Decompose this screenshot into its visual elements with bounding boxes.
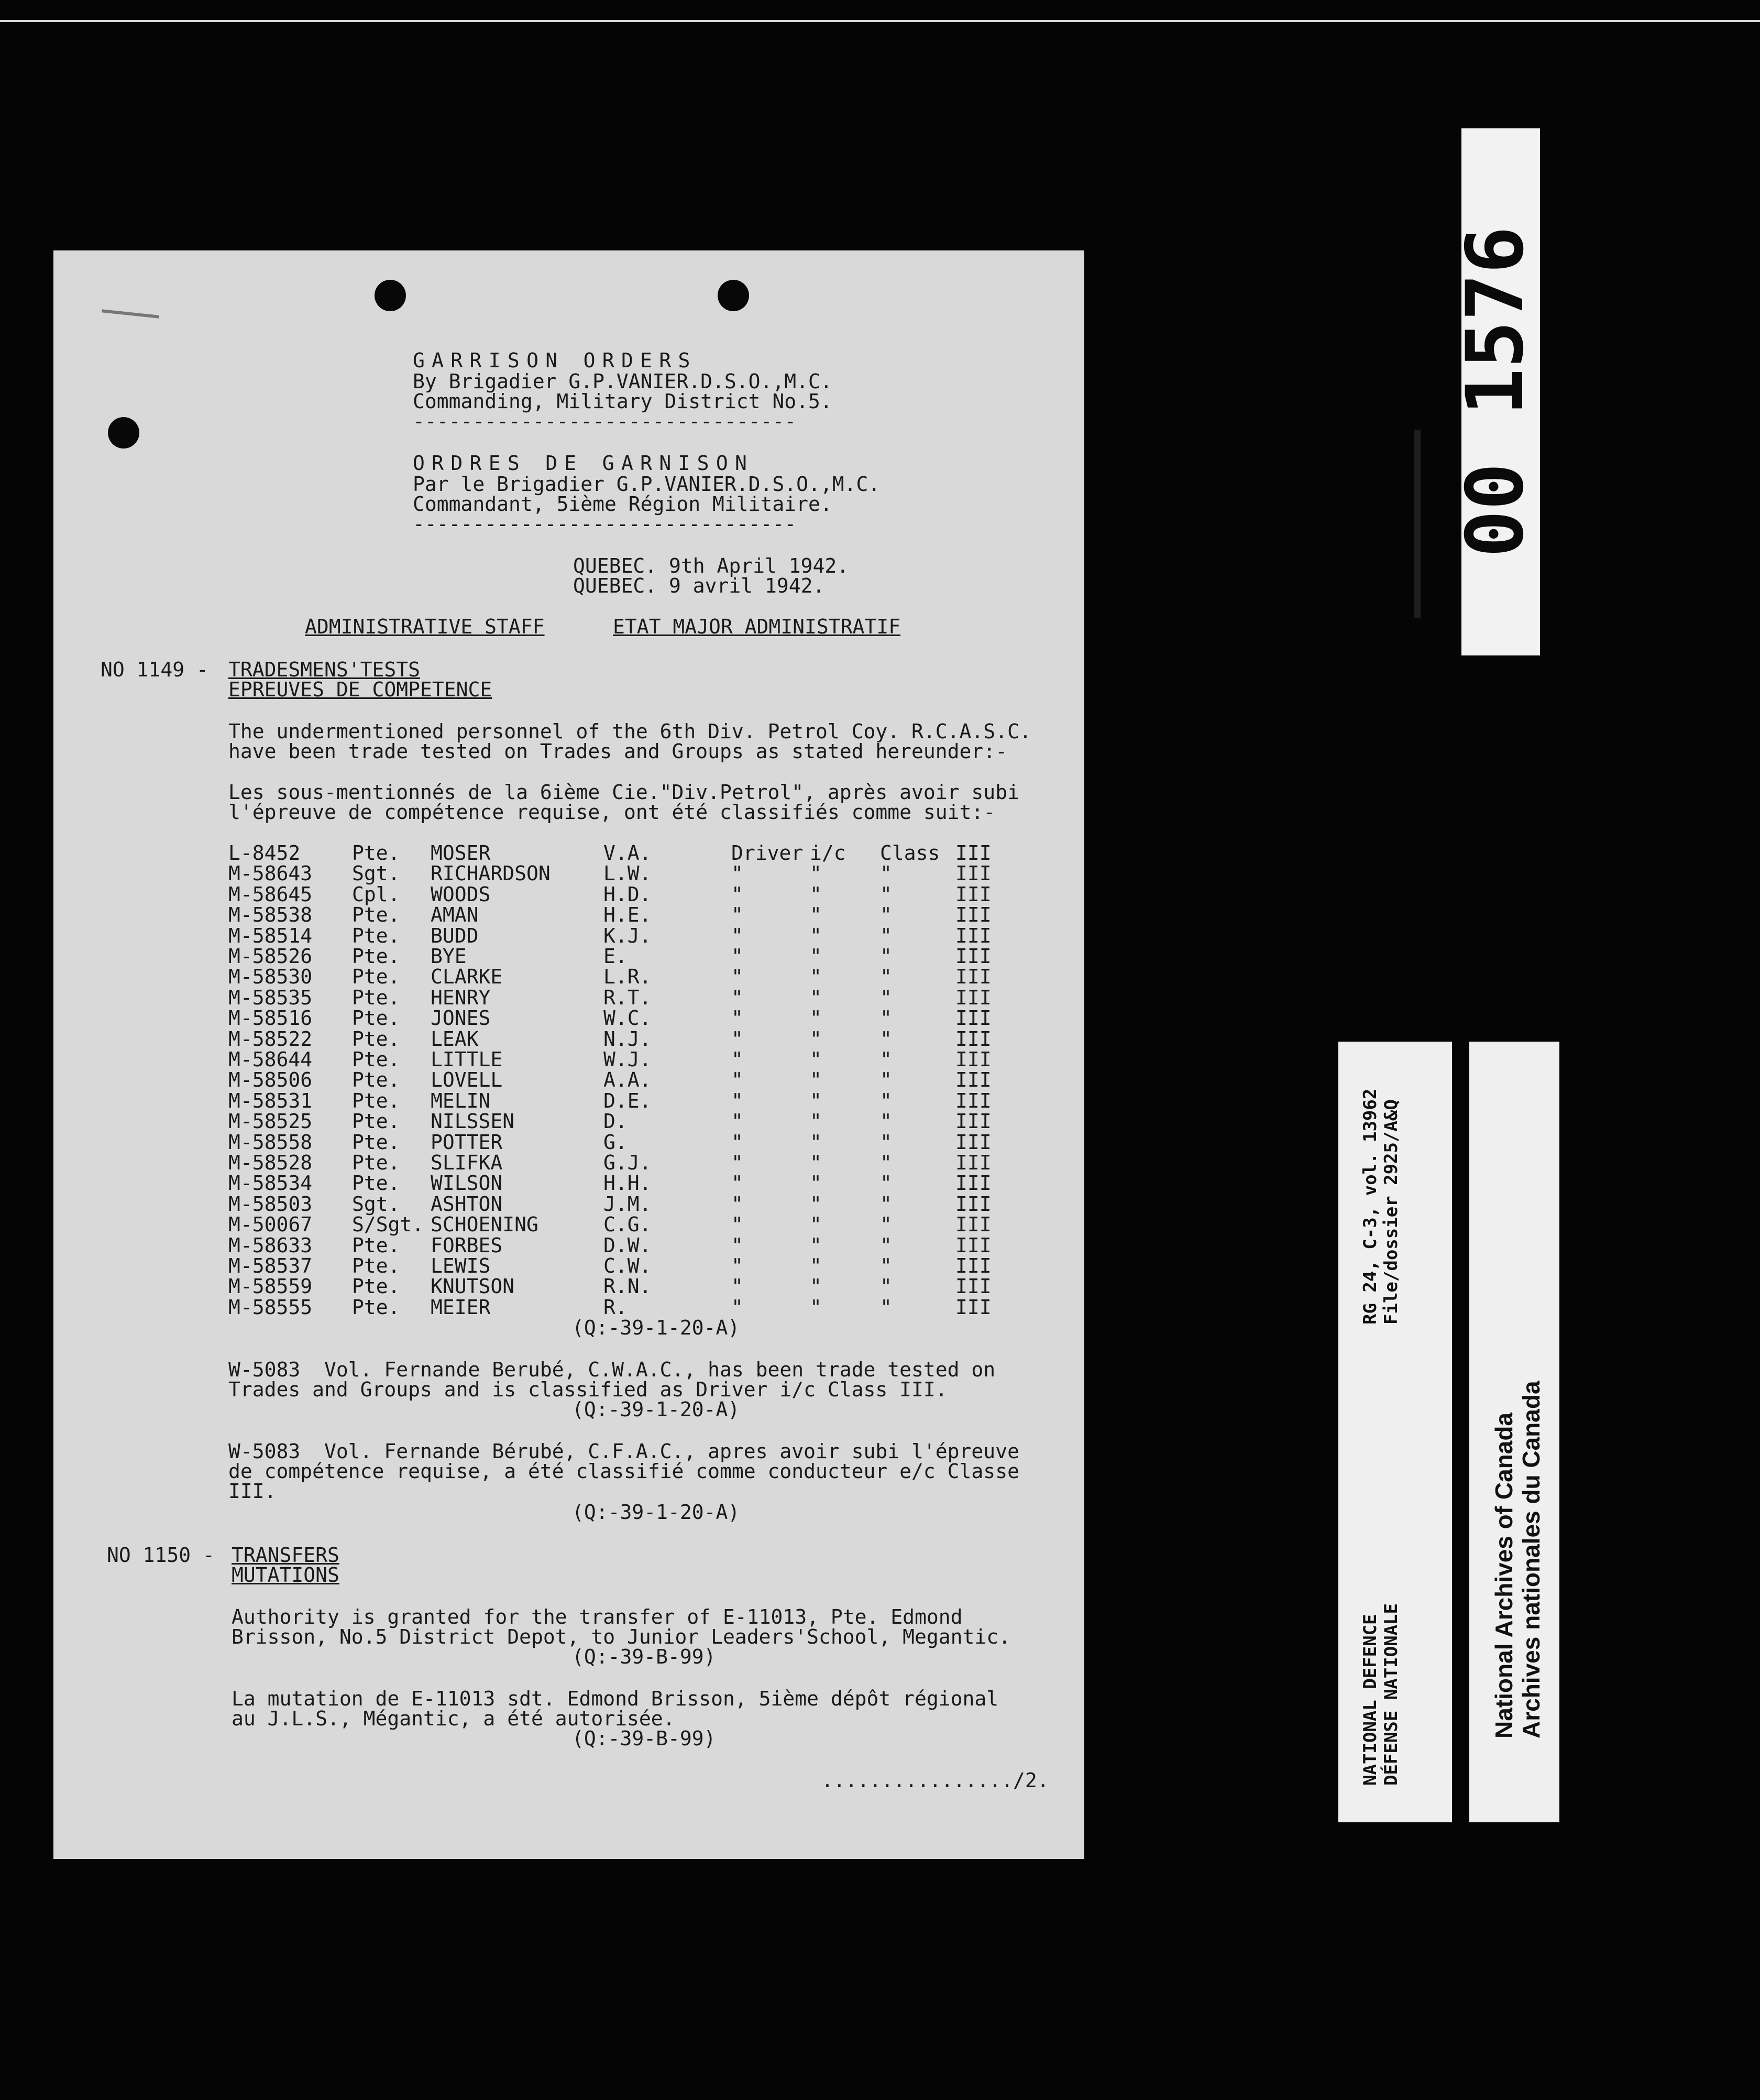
personnel-surname: WILSON bbox=[431, 1172, 503, 1195]
trade-grade: III bbox=[955, 882, 992, 906]
personnel-id: M-50067 bbox=[228, 1213, 313, 1237]
trade-driver: " bbox=[731, 1254, 743, 1277]
personnel-initials: H.H. bbox=[603, 1172, 652, 1195]
trade-class: " bbox=[880, 1172, 892, 1195]
personnel-initials: R. bbox=[603, 1295, 628, 1319]
trade-class: " bbox=[880, 924, 892, 947]
trade-ic: " bbox=[810, 1068, 822, 1092]
intro-en-line: have been trade tested on Trades and Groups as stated hereunder:- bbox=[228, 740, 1008, 763]
trade-grade: III bbox=[955, 1275, 992, 1298]
intro-en-line: The undermentioned personnel of the 6th Div. Petrol Coy. R.C.A.S.C. bbox=[228, 720, 1031, 743]
archive-name-fr: Archives nationales du Canada bbox=[1517, 1381, 1545, 1738]
trade-driver: " bbox=[731, 1110, 743, 1133]
reference-line: RG 24, C-3, vol. 13962 bbox=[1360, 1088, 1381, 1325]
trade-class: " bbox=[880, 1007, 892, 1030]
frame-number bbox=[1450, 128, 1542, 655]
personnel-row bbox=[228, 1090, 1046, 1111]
garrison-orders-page bbox=[53, 250, 1084, 1859]
trade-class: " bbox=[880, 1233, 892, 1257]
personnel-surname: NILSSEN bbox=[431, 1110, 515, 1133]
header-by-fr: Par le Brigadier G.P.VANIER.D.S.O.,M.C. bbox=[413, 473, 881, 496]
trade-driver: " bbox=[731, 986, 743, 1009]
personnel-row bbox=[228, 987, 1046, 1008]
personnel-id: M-58514 bbox=[228, 924, 313, 947]
trade-driver: " bbox=[731, 1192, 743, 1216]
personnel-surname: BYE bbox=[431, 945, 467, 968]
personnel-surname: JONES bbox=[431, 1007, 491, 1030]
order-number: NO 1149 - bbox=[101, 658, 208, 681]
header-command-fr: Commandant, 5ième Région Militaire. bbox=[413, 493, 832, 516]
trade-class: " bbox=[880, 1089, 892, 1112]
personnel-id: M-58525 bbox=[228, 1110, 313, 1133]
trade-grade: III bbox=[955, 1192, 992, 1216]
trade-class: " bbox=[880, 1275, 892, 1298]
trade-class: " bbox=[880, 1192, 892, 1216]
svg-text:00 1576: 00 1576 bbox=[1450, 226, 1542, 558]
personnel-id: L-8452 bbox=[228, 841, 301, 865]
trade-driver: " bbox=[731, 862, 743, 885]
personnel-id: M-58526 bbox=[228, 945, 313, 968]
trade-ic: " bbox=[810, 1110, 822, 1133]
trade-ic: " bbox=[810, 903, 822, 927]
personnel-surname: LEWIS bbox=[431, 1254, 491, 1277]
personnel-surname: POTTER bbox=[431, 1130, 503, 1154]
header-by-en: By Brigadier G.P.VANIER.D.S.O.,M.C. bbox=[413, 370, 832, 393]
personnel-id: M-58537 bbox=[228, 1254, 313, 1277]
personnel-initials: A.A. bbox=[603, 1068, 652, 1092]
intro-fr-line: Les sous-mentionnés de la 6ième Cie."Div.Petrol", après avoir subi bbox=[228, 781, 1019, 804]
trade-grade: III bbox=[955, 841, 992, 865]
trade-grade: III bbox=[955, 1068, 992, 1092]
trade-driver: " bbox=[731, 1151, 743, 1174]
personnel-id: M-58559 bbox=[228, 1275, 313, 1298]
trade-ic: " bbox=[810, 1192, 822, 1216]
department-line: NATIONAL DEFENCE bbox=[1360, 1614, 1381, 1786]
personnel-id: M-58522 bbox=[228, 1027, 313, 1051]
trade-ic: " bbox=[810, 1295, 822, 1319]
trade-ic: " bbox=[810, 986, 822, 1009]
trade-class: " bbox=[880, 1110, 892, 1133]
personnel-id: M-58555 bbox=[228, 1295, 313, 1319]
trade-grade: III bbox=[955, 1172, 992, 1195]
file-reference: (Q:-39-1-20-A) bbox=[572, 1316, 740, 1339]
personnel-initials: E. bbox=[603, 945, 628, 968]
trade-class: " bbox=[880, 1048, 892, 1071]
berube-fr-line: III. bbox=[228, 1480, 277, 1503]
personnel-id: M-58644 bbox=[228, 1048, 313, 1071]
trade-ic: " bbox=[810, 924, 822, 947]
personnel-rank: S/Sgt. bbox=[352, 1213, 424, 1237]
trade-ic: " bbox=[810, 882, 822, 906]
trade-class: " bbox=[880, 1130, 892, 1154]
personnel-initials: D. bbox=[603, 1110, 628, 1133]
berube-fr-line: de compétence requise, a été classifié comme conducteur e/c Classe bbox=[228, 1460, 1019, 1483]
personnel-rank: Pte. bbox=[352, 945, 400, 968]
personnel-initials: W.J. bbox=[603, 1048, 652, 1071]
archive-name-en: National Archives of Canada bbox=[1490, 1412, 1517, 1738]
personnel-surname: SLIFKA bbox=[431, 1151, 503, 1174]
berube-en-line: W-5083 Vol. Fernande Berubé, C.W.A.C., has been trade tested on bbox=[228, 1358, 996, 1381]
trade-ic: " bbox=[810, 1233, 822, 1257]
continued-marker: ................/2. bbox=[821, 1769, 1049, 1792]
personnel-surname: MEIER bbox=[431, 1295, 491, 1319]
department-line: DÉFENSE NATIONALE bbox=[1381, 1603, 1402, 1786]
personnel-surname: ASHTON bbox=[431, 1192, 503, 1216]
trade-ic: " bbox=[810, 1007, 822, 1030]
trade-driver: " bbox=[731, 1089, 743, 1112]
personnel-initials: N.J. bbox=[603, 1027, 652, 1051]
personnel-initials: L.R. bbox=[603, 965, 652, 989]
file-reference: (Q:-39-1-20-A) bbox=[572, 1501, 740, 1524]
personnel-row bbox=[228, 1214, 1046, 1235]
trade-class: " bbox=[880, 1295, 892, 1319]
personnel-surname: LITTLE bbox=[431, 1048, 503, 1071]
archive-name-card bbox=[1469, 1042, 1559, 1822]
order-title-en: TRADESMENS'TESTS bbox=[228, 658, 421, 681]
punch-hole bbox=[718, 280, 749, 311]
personnel-rank: Pte. bbox=[352, 965, 400, 989]
personnel-rank: Sgt. bbox=[352, 1192, 400, 1216]
personnel-surname: MELIN bbox=[431, 1089, 491, 1112]
personnel-rank: Pte. bbox=[352, 1089, 400, 1112]
personnel-rank: Pte. bbox=[352, 841, 400, 865]
trade-grade: III bbox=[955, 986, 992, 1009]
personnel-rank: Pte. bbox=[352, 1233, 400, 1257]
personnel-initials: D.W. bbox=[603, 1233, 652, 1257]
trade-class: " bbox=[880, 965, 892, 989]
personnel-row bbox=[228, 843, 1046, 863]
personnel-row bbox=[228, 966, 1046, 987]
trade-ic: " bbox=[810, 1048, 822, 1071]
personnel-initials: G. bbox=[603, 1130, 628, 1154]
personnel-initials: H.E. bbox=[603, 903, 652, 927]
trade-ic: " bbox=[810, 965, 822, 989]
personnel-id: M-58558 bbox=[228, 1130, 313, 1154]
trade-driver: " bbox=[731, 1295, 743, 1319]
trade-class: " bbox=[880, 1213, 892, 1237]
dept-fr: ETAT MAJOR ADMINISTRATIF bbox=[613, 615, 901, 638]
personnel-initials: W.C. bbox=[603, 1007, 652, 1030]
trade-driver: " bbox=[731, 1130, 743, 1154]
trade-class: Class bbox=[880, 841, 940, 865]
trade-grade: III bbox=[955, 1233, 992, 1257]
personnel-initials: V.A. bbox=[603, 841, 652, 865]
personnel-row bbox=[228, 1235, 1046, 1256]
file-reference: (Q:-39-B-99) bbox=[572, 1645, 716, 1668]
personnel-row bbox=[228, 1297, 1046, 1318]
order-title-fr: MUTATIONS bbox=[232, 1563, 339, 1587]
trade-ic: i/c bbox=[810, 841, 846, 865]
frame-number-strip bbox=[1450, 128, 1542, 655]
personnel-id: M-58530 bbox=[228, 965, 313, 989]
personnel-initials: G.J. bbox=[603, 1151, 652, 1174]
punch-hole bbox=[108, 417, 139, 449]
trade-grade: III bbox=[955, 862, 992, 885]
personnel-rank: Pte. bbox=[352, 903, 400, 927]
personnel-row bbox=[228, 863, 1046, 884]
trade-grade: III bbox=[955, 1130, 992, 1154]
trade-driver: " bbox=[731, 1027, 743, 1051]
personnel-initials: R.N. bbox=[603, 1275, 652, 1298]
header-rule: -------------------------------- bbox=[413, 410, 797, 433]
trade-class: " bbox=[880, 903, 892, 927]
trade-class: " bbox=[880, 1068, 892, 1092]
film-divider bbox=[1414, 430, 1421, 618]
trade-class: " bbox=[880, 1254, 892, 1277]
personnel-row bbox=[228, 1008, 1046, 1029]
trade-class: " bbox=[880, 1151, 892, 1174]
trade-grade: III bbox=[955, 1295, 992, 1319]
personnel-rank: Pte. bbox=[352, 1254, 400, 1277]
date-fr: QUEBEC. 9 avril 1942. bbox=[573, 574, 825, 597]
header-command-en: Commanding, Military District No.5. bbox=[413, 390, 832, 413]
trade-ic: " bbox=[810, 1027, 822, 1051]
header-title-en: GARRISON ORDERS bbox=[413, 349, 697, 372]
personnel-rank: Pte. bbox=[352, 1151, 400, 1174]
personnel-surname: KNUTSON bbox=[431, 1275, 515, 1298]
trade-grade: III bbox=[955, 1110, 992, 1133]
personnel-row bbox=[228, 1132, 1046, 1153]
berube-fr-line: W-5083 Vol. Fernande Bérubé, C.F.A.C., apres avoir subi l'épreuve bbox=[228, 1440, 1019, 1463]
personnel-surname: BUDD bbox=[431, 924, 479, 947]
personnel-surname: LEAK bbox=[431, 1027, 479, 1051]
trade-ic: " bbox=[810, 945, 822, 968]
personnel-rank: Pte. bbox=[352, 1048, 400, 1071]
trade-driver: Driver bbox=[731, 841, 804, 865]
personnel-row bbox=[228, 1049, 1046, 1070]
personnel-surname: HENRY bbox=[431, 986, 491, 1009]
trade-driver: " bbox=[731, 1172, 743, 1195]
order-number: NO 1150 - bbox=[107, 1544, 215, 1567]
personnel-row bbox=[228, 1276, 1046, 1297]
personnel-rank: Pte. bbox=[352, 1068, 400, 1092]
personnel-rank: Pte. bbox=[352, 1007, 400, 1030]
personnel-row bbox=[228, 1173, 1046, 1194]
transfer-en-line: Authority is granted for the transfer of E-11013, Pte. Edmond bbox=[232, 1605, 963, 1628]
personnel-rank: Sgt. bbox=[352, 862, 400, 885]
personnel-initials: K.J. bbox=[603, 924, 652, 947]
trade-grade: III bbox=[955, 945, 992, 968]
trade-ic: " bbox=[810, 1275, 822, 1298]
trade-grade: III bbox=[955, 924, 992, 947]
personnel-id: M-58538 bbox=[228, 903, 313, 927]
trade-grade: III bbox=[955, 1048, 992, 1071]
personnel-surname: SCHOENING bbox=[431, 1213, 538, 1237]
trade-class: " bbox=[880, 862, 892, 885]
trade-ic: " bbox=[810, 1213, 822, 1237]
film-edge-line bbox=[0, 20, 1760, 22]
personnel-id: M-58643 bbox=[228, 862, 313, 885]
personnel-id: M-58633 bbox=[228, 1233, 313, 1257]
transfer-fr-line: La mutation de E-11013 sdt. Edmond Brisson, 5ième dépôt régional bbox=[232, 1687, 999, 1710]
trade-ic: " bbox=[810, 1151, 822, 1174]
reference-line: File/dossier 2925/A&Q bbox=[1381, 1099, 1402, 1325]
punch-hole bbox=[375, 280, 406, 311]
personnel-surname: MOSER bbox=[431, 841, 491, 865]
personnel-surname: CLARKE bbox=[431, 965, 503, 989]
order-title-fr: EPREUVES DE COMPETENCE bbox=[228, 678, 492, 701]
personnel-row bbox=[228, 1069, 1046, 1090]
trade-ic: " bbox=[810, 1089, 822, 1112]
trade-ic: " bbox=[810, 1172, 822, 1195]
trade-class: " bbox=[880, 945, 892, 968]
personnel-rank: Pte. bbox=[352, 1172, 400, 1195]
date-en: QUEBEC. 9th April 1942. bbox=[573, 554, 849, 577]
personnel-initials: D.E. bbox=[603, 1089, 652, 1112]
dept-en: ADMINISTRATIVE STAFF bbox=[305, 615, 545, 638]
order-title-en: TRANSFERS bbox=[232, 1544, 339, 1567]
berube-en-line: Trades and Groups and is classified as Driver i/c Class III. bbox=[228, 1378, 948, 1401]
personnel-id: M-58531 bbox=[228, 1089, 313, 1112]
personnel-surname: FORBES bbox=[431, 1233, 503, 1257]
trade-class: " bbox=[880, 986, 892, 1009]
personnel-row bbox=[228, 1029, 1046, 1049]
personnel-rank: Pte. bbox=[352, 1130, 400, 1154]
file-reference: (Q:-39-1-20-A) bbox=[572, 1398, 740, 1421]
trade-driver: " bbox=[731, 1068, 743, 1092]
personnel-row bbox=[228, 884, 1046, 905]
trade-class: " bbox=[880, 882, 892, 906]
archive-reference-card bbox=[1338, 1042, 1452, 1822]
personnel-rank: Pte. bbox=[352, 986, 400, 1009]
trade-grade: III bbox=[955, 1027, 992, 1051]
personnel-row bbox=[228, 1255, 1046, 1276]
trade-driver: " bbox=[731, 924, 743, 947]
intro-fr-line: l'épreuve de compétence requise, ont été classifiés comme suit:- bbox=[228, 801, 996, 824]
trade-driver: " bbox=[731, 965, 743, 989]
trade-driver: " bbox=[731, 1048, 743, 1071]
pencil-mark bbox=[102, 309, 159, 318]
file-reference: (Q:-39-B-99) bbox=[572, 1727, 716, 1750]
personnel-rank: Pte. bbox=[352, 1295, 400, 1319]
personnel-initials: H.D. bbox=[603, 882, 652, 906]
personnel-rank: Cpl. bbox=[352, 882, 400, 906]
personnel-surname: LOVELL bbox=[431, 1068, 503, 1092]
trade-ic: " bbox=[810, 1130, 822, 1154]
trade-driver: " bbox=[731, 882, 743, 906]
personnel-surname: WOODS bbox=[431, 882, 491, 906]
trade-driver: " bbox=[731, 903, 743, 927]
trade-ic: " bbox=[810, 862, 822, 885]
personnel-rank: Pte. bbox=[352, 924, 400, 947]
personnel-initials: L.W. bbox=[603, 862, 652, 885]
personnel-initials: R.T. bbox=[603, 986, 652, 1009]
personnel-row bbox=[228, 946, 1046, 967]
trade-driver: " bbox=[731, 1233, 743, 1257]
trade-grade: III bbox=[955, 965, 992, 989]
header-title-fr: ORDRES DE GARNISON bbox=[413, 452, 754, 475]
personnel-id: M-58535 bbox=[228, 986, 313, 1009]
trade-grade: III bbox=[955, 903, 992, 927]
personnel-id: M-58534 bbox=[228, 1172, 313, 1195]
personnel-row bbox=[228, 904, 1046, 925]
personnel-rank: Pte. bbox=[352, 1110, 400, 1133]
personnel-row bbox=[228, 1194, 1046, 1215]
trade-grade: III bbox=[955, 1254, 992, 1277]
transfer-en-line: Brisson, No.5 District Depot, to Junior Leaders'School, Megantic. bbox=[232, 1625, 1011, 1648]
personnel-id: M-58506 bbox=[228, 1068, 313, 1092]
personnel-initials: J.M. bbox=[603, 1192, 652, 1216]
personnel-id: M-58516 bbox=[228, 1007, 313, 1030]
personnel-id: M-58645 bbox=[228, 882, 313, 906]
trade-grade: III bbox=[955, 1089, 992, 1112]
personnel-surname: RICHARDSON bbox=[431, 862, 551, 885]
header-rule: -------------------------------- bbox=[413, 512, 797, 535]
personnel-row bbox=[228, 925, 1046, 946]
personnel-rank: Pte. bbox=[352, 1275, 400, 1298]
personnel-rank: Pte. bbox=[352, 1027, 400, 1051]
trade-ic: " bbox=[810, 1254, 822, 1277]
trade-grade: III bbox=[955, 1007, 992, 1030]
trade-driver: " bbox=[731, 1275, 743, 1298]
trade-driver: " bbox=[731, 1007, 743, 1030]
personnel-row bbox=[228, 1152, 1046, 1173]
trade-grade: III bbox=[955, 1213, 992, 1237]
trade-driver: " bbox=[731, 1213, 743, 1237]
trade-driver: " bbox=[731, 945, 743, 968]
transfer-fr-line: au J.L.S., Mégantic, a été autorisée. bbox=[232, 1707, 675, 1730]
personnel-initials: C.W. bbox=[603, 1254, 652, 1277]
trade-class: " bbox=[880, 1027, 892, 1051]
personnel-id: M-58503 bbox=[228, 1192, 313, 1216]
personnel-surname: AMAN bbox=[431, 903, 479, 927]
personnel-initials: C.G. bbox=[603, 1213, 652, 1237]
personnel-id: M-58528 bbox=[228, 1151, 313, 1174]
trade-grade: III bbox=[955, 1151, 992, 1174]
personnel-row bbox=[228, 1111, 1046, 1132]
